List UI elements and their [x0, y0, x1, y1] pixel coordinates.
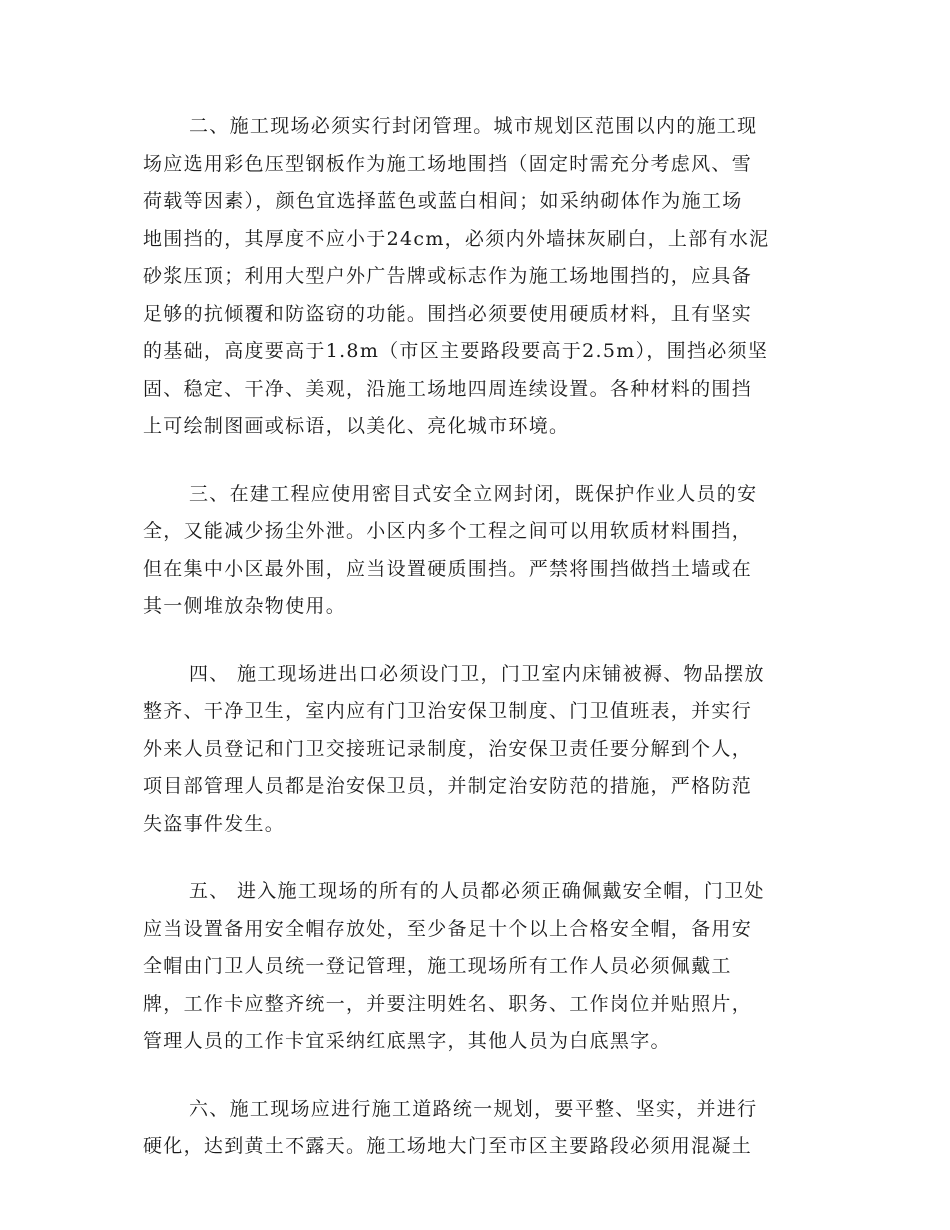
text-line: 外来人员登记和门卫交接班记录制度，治安保卫责任要分解到个人，	[143, 737, 753, 760]
paragraph-safety-net	[143, 476, 823, 626]
text-line: 三、在建工程应使用密目式安全立网封闭，既保护作业人员的安	[189, 482, 758, 505]
text-line: 五、 进入施工现场的所有的人员都必须正确佩戴安全帽，门卫处	[189, 880, 765, 902]
text-line: 二、施工现场必须实行封闭管理。城市规划区范围以内的施工现	[189, 115, 758, 137]
text-line: 上可绘制图画或标语，以美化、亮化城市环境。	[143, 415, 570, 437]
text-line: 失盗事件发生。	[143, 812, 286, 835]
text-line: 足够的抗倾覆和防盗窃的功能。围挡必须要使用硬质材料，且有坚实	[143, 302, 753, 325]
text-line: 项目部管理人员都是治安保卫员，并制定治安防范的措施，严格防范	[143, 775, 753, 797]
text-line: 六、施工现场应进行施工道路统一规划，要平整、坚实，并进行	[189, 1097, 758, 1120]
text-line: 全帽由门卫人员统一登记管理，施工现场所有工作人员必须佩戴工	[143, 955, 732, 977]
text-line: 其一侧堆放杂物使用。	[143, 595, 347, 617]
text-line: 地围挡的，其厚度不应小于24cm，必须内外墙抹灰刷白，上部有水泥	[143, 227, 770, 250]
text-line: 整齐、干净卫生，室内应有门卫治安保卫制度、门卫值班表，并实行	[143, 700, 753, 722]
text-line: 砂浆压顶；利用大型户外广告牌或标志作为施工场地围挡的，应具备	[143, 265, 753, 287]
document-body	[143, 108, 823, 1166]
paragraph-gate-guard	[143, 656, 823, 844]
text-line: 硬化，达到黄土不露天。施工场地大门至市区主要路段必须用混凝土	[143, 1135, 753, 1157]
paragraph-safety-helmet	[143, 873, 823, 1061]
text-line: 四、 施工现场进出口必须设门卫，门卫室内床铺被褥、物品摆放	[189, 662, 765, 685]
text-line: 的基础，高度要高于1.8m（市区主要路段要高于2.5m），围挡必须坚	[143, 340, 769, 362]
text-line: 但在集中小区最外围，应当设置硬质围挡。严禁将围挡做挡土墙或在	[143, 557, 753, 580]
text-line: 场应选用彩色压型钢板作为施工场地围挡（固定时需充分考虑风、雪	[143, 152, 753, 175]
text-line: 应当设置备用安全帽存放处，至少备足十个以上合格安全帽，备用安	[143, 917, 753, 940]
paragraph-enclosure-management	[143, 108, 823, 446]
text-line: 固、稳定、干净、美观，沿施工场地四周连续设置。各种材料的围挡	[143, 377, 753, 400]
text-line: 荷载等因素），颜色宜选择蓝色或蓝白相间；如采纳砌体作为施工场	[143, 190, 743, 212]
text-line: 全，又能减少扬尘外泄。小区内多个工程之间可以用软质材料围挡，	[143, 520, 753, 542]
text-line: 管理人员的工作卡宜采纳红底黑字，其他人员为白底黑字。	[143, 1030, 671, 1052]
text-line: 牌，工作卡应整齐统一，并要注明姓名、职务、工作岗位并贴照片，	[143, 992, 753, 1015]
paragraph-road-planning	[143, 1091, 823, 1166]
